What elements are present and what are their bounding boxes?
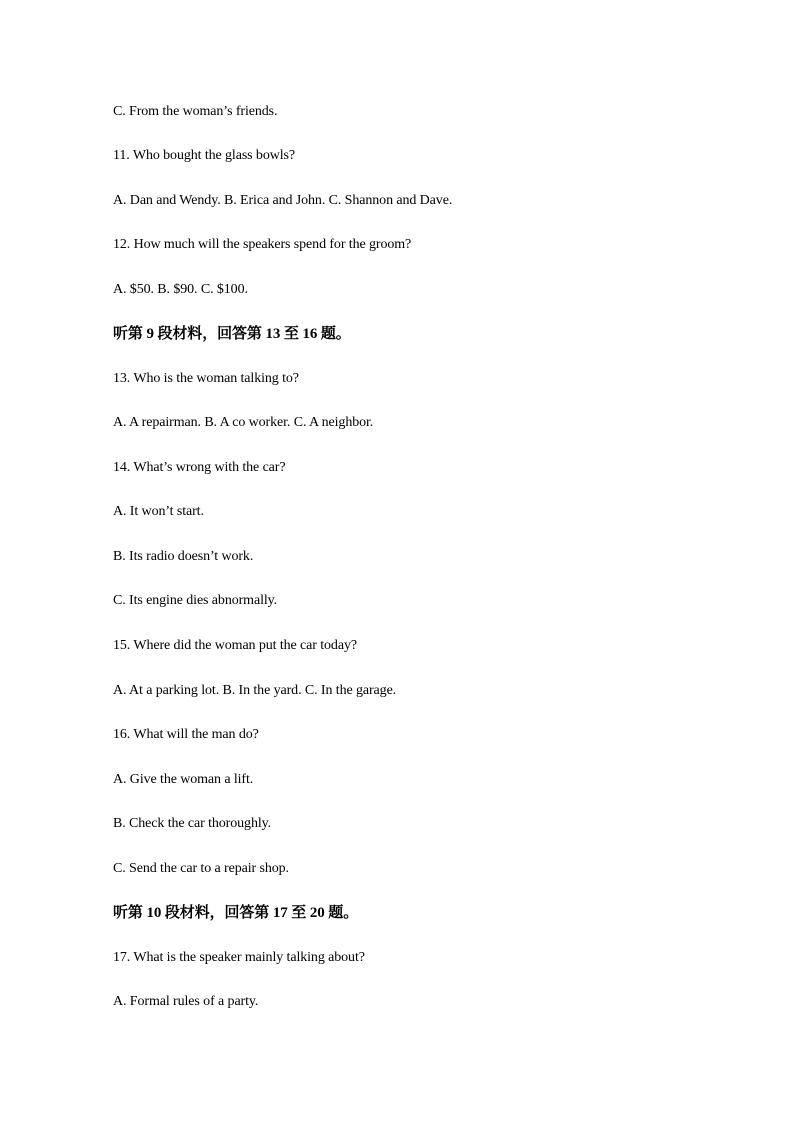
question-11: 11. Who bought the glass bowls? bbox=[113, 148, 295, 163]
answer-option-17a: A. Formal rules of a party. bbox=[113, 994, 259, 1009]
answer-options-11: A. Dan and Wendy. B. Erica and John. C. Shannon and Dave. bbox=[113, 193, 453, 208]
question-13: 13. Who is the woman talking to? bbox=[113, 371, 299, 386]
question-16: 16. What will the man do? bbox=[113, 727, 259, 742]
section-heading-10: 听第 10 段材料，回答第 17 至 20 题。 bbox=[113, 905, 359, 921]
answer-option-16b: B. Check the car thoroughly. bbox=[113, 816, 272, 831]
answer-option-14a: A. It won’t start. bbox=[113, 504, 204, 519]
question-14: 14. What’s wrong with the car? bbox=[113, 460, 286, 475]
question-12: 12. How much will the speakers spend for the groom? bbox=[113, 237, 412, 252]
question-15: 15. Where did the woman put the car today? bbox=[113, 638, 357, 653]
question-17: 17. What is the speaker mainly talking about? bbox=[113, 950, 365, 965]
answer-option-10c: C. From the woman’s friends. bbox=[113, 104, 278, 119]
answer-option-14c: C. Its engine dies abnormally. bbox=[113, 593, 278, 608]
section-heading-9: 听第 9 段材料，回答第 13 至 16 题。 bbox=[113, 326, 351, 342]
answer-options-13: A. A repairman. B. A co worker. C. A neighbor. bbox=[113, 415, 374, 430]
answer-option-14b: B. Its radio doesn’t work. bbox=[113, 549, 254, 564]
answer-option-16c: C. Send the car to a repair shop. bbox=[113, 861, 289, 876]
answer-options-12: A. $50. B. $90. C. $100. bbox=[113, 282, 248, 297]
answer-option-16a: A. Give the woman a lift. bbox=[113, 772, 254, 787]
answer-options-15: A. At a parking lot. B. In the yard. C. In the garage. bbox=[113, 683, 397, 698]
